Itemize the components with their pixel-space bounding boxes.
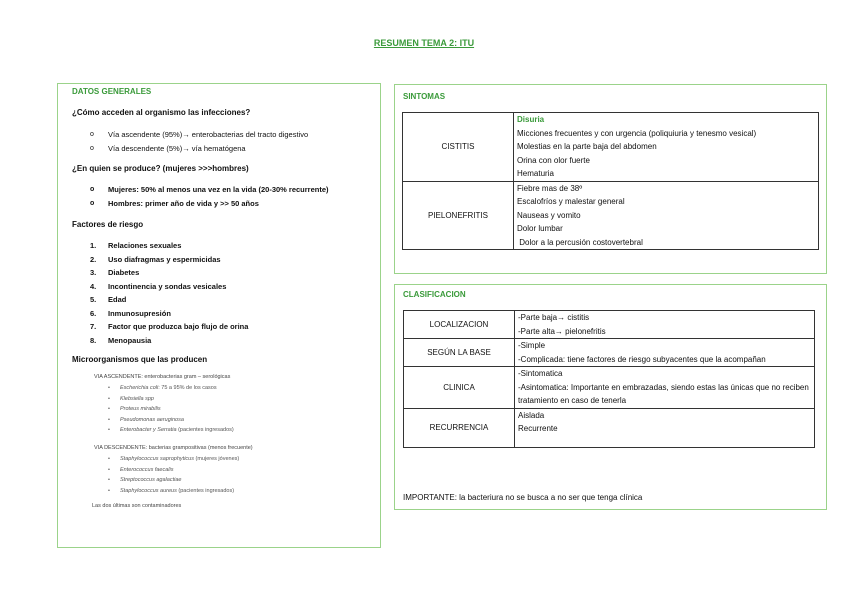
sintomas-box [394,84,827,274]
list-item: • Klebsiella spp [108,394,234,405]
list-item: o Vía descendente (5%)→ vía hematógena [90,142,308,156]
row-label: PIELONEFRITIS [403,181,514,250]
micro-heading: Microorganismos que las producen [72,355,208,364]
list-item: 4. Incontinencia y sondas vesicales [90,281,227,291]
row-label: CISTITIS [403,113,514,182]
row-label: CLINICA [404,367,515,409]
risk-list [90,239,248,347]
table-row [404,367,815,409]
question-who: ¿En quien se produce? (mujeres >>>hombres) [72,164,249,173]
table-row [403,181,819,250]
list-item: 7. Factor que produzca bajo flujo de orina [90,322,249,331]
list-item: 3. Diabetes [90,268,140,277]
table-row [404,311,815,339]
symptom: Dolor a la percusión costovertebral [517,237,643,247]
list-item: 2. Uso diafragmas y espermicidas [90,254,221,264]
list-item: 1. Relaciones sexuales [90,241,182,250]
symptom: Fiebre mas de 38º [517,183,583,193]
list-item: o Hombres: primer año de vida y >> 50 años [90,197,329,211]
class-item: Aislada [518,410,545,420]
list-item: • Staphylococcus saprophyticus (mujeres jóvenes) [108,454,239,465]
symptom: Nauseas y vomito [517,210,581,220]
class-item: -Parte alta→ pielonefritis [518,326,606,336]
table-row [404,339,815,367]
list-item: 6. Inmunosupresión [90,308,171,318]
symptom: Orina con olor fuerte [517,155,590,165]
clasificacion-table [403,310,815,448]
risk-heading: Factores de riesgo [72,220,144,229]
symptom: Micciones frecuentes y con urgencia (poliquiuria y tenesmo vesical) [517,128,757,138]
question-access: ¿Cómo acceden al organismo las infecciones? [72,108,251,117]
row-values [515,408,815,447]
class-item: -Asintomatica: Importante en embrazadas, siendo estas las únicas que no reciben tratamiento en caso de tenerla [518,382,809,405]
class-item: -Simple [518,341,546,350]
asc-list [108,383,234,436]
row-values [514,181,819,250]
row-values [515,339,815,367]
datos-generales-box [57,83,381,548]
desc-list [108,454,239,496]
row-values [514,113,819,182]
important-note: IMPORTANTE: la bacteriura no se busca a no ser que tenga clínica [403,493,643,502]
symptom: Dolor lumbar [517,224,563,233]
class-item: -Complicada: tiene factores de riesgo subyacentes que la acompañan [518,354,766,364]
class-item: Recurrente [518,424,558,433]
datos-heading: DATOS GENERALES [72,87,152,96]
list-item: o Mujeres: 50% al menos una vez en la vida (20-30% recurrente) [90,183,329,197]
list-item: 5. Edad [90,295,127,304]
table-row [403,113,819,182]
list-item: • Staphylococcus aureus (pacientes ingresados) [108,486,239,497]
row-values [515,367,815,409]
list-item: • Enterococcus faecalis [108,465,239,476]
list-item: • Enterobacter y Serratia (pacientes ingresados) [108,425,234,436]
list-item: • Streptococcus agalactiae [108,475,239,486]
class-item: -Parte baja→ cistitis [518,313,590,322]
row-values [515,311,815,339]
contaminant-note: Las dos últimas son contaminadores [92,503,182,509]
page-title: RESUMEN TEMA 2: ITU [373,38,475,48]
symptom: Molestias en la parte baja del abdomen [517,142,657,151]
list-item: • Pseudomonas aeruginosa [108,415,234,426]
row-label: SEGÚN LA BASE [404,339,515,367]
desc-label: VIA DESCENDENTE: bacterias grampositivas (menos frecuente) [94,445,253,451]
lead-symptom: Disuria [517,115,545,124]
list-item: o Vía ascendente (95%)→ enterobacterias del tracto digestivo [90,128,308,142]
sintomas-heading: SINTOMAS [403,92,446,101]
sintomas-table [402,112,819,250]
symptom: Escalofríos y malestar general [517,197,625,206]
class-item: -Sintomatica [518,369,563,378]
who-list [90,183,329,211]
symptom: Hematuria [517,169,554,178]
access-list [90,128,308,156]
list-item: 8. Menopausia [90,335,152,345]
list-item: • Proteus mirabilis [108,404,234,415]
clasificacion-box [394,284,827,510]
table-row [404,408,815,447]
row-label: RECURRENCIA [404,408,515,447]
clasificacion-heading: CLASIFICACION [403,290,466,299]
list-item: • Escherichia coli: 75 a 95% de los casos [108,383,234,394]
row-label: LOCALIZACION [404,311,515,339]
asc-label: VIA ASCENDENTE: enterobacterias gram – serológicas [94,374,231,380]
